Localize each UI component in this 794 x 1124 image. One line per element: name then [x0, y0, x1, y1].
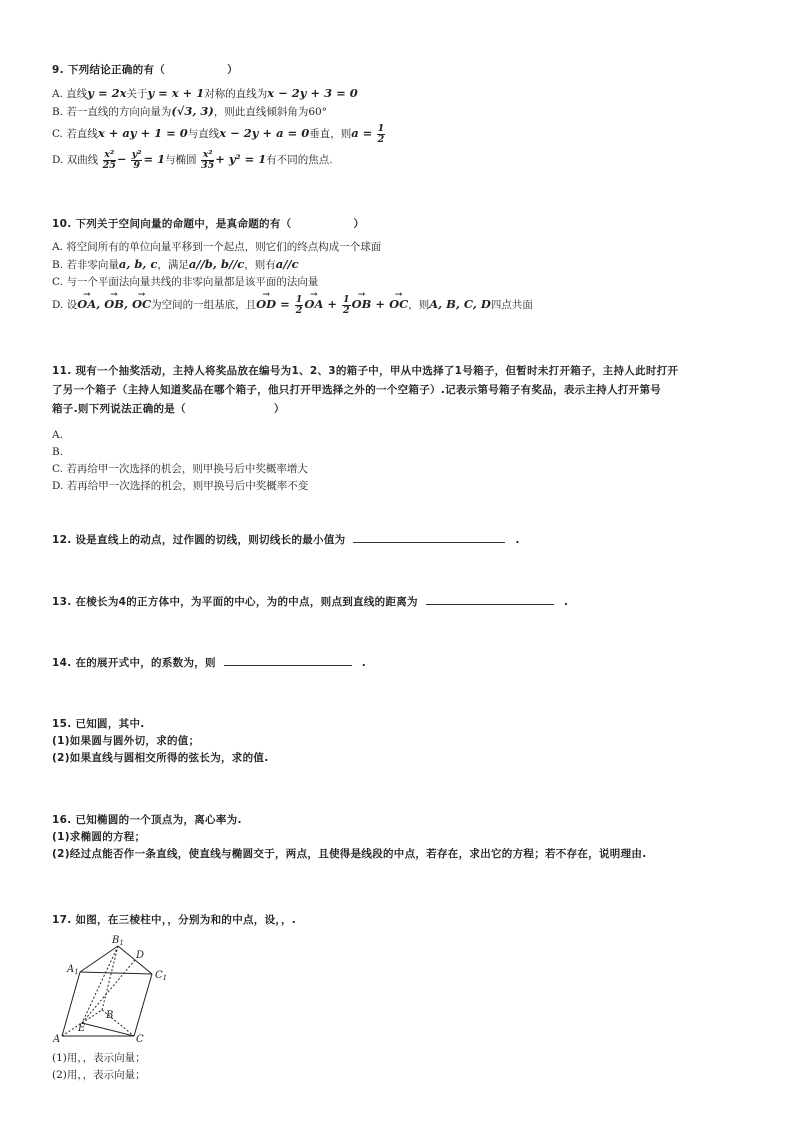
triangular-prism-figure [50, 932, 180, 1047]
question-10-option-d: D. 设→ OA, → OB, → OC为空间的一组基底，且→ OD = $\frac{1}{2}$ → OA + $\frac{1}{2}$ → OB + → OC，则A, B, C, D四点共面 [52, 291, 752, 318]
question-12: 12. 设是直线上的动点，过作圆的切线，则切线长的最小值为 . [52, 534, 520, 546]
question-15: 15. 已知圆，其中. (1)如果圆与圆外切，求的值； (2)如果直线与圆相交所得的弦长为，求的值. [52, 718, 269, 764]
question-9-option-a: A. 直线y = 2x关于y = x + 1对称的直线为x − 2y + 3 = 0 [52, 86, 358, 100]
vertex-label-c1: $C_1$ [155, 970, 168, 982]
vertex-label-d: D [136, 950, 145, 961]
question-10-option-a: A. 将空间所有的单位向量平移到一个起点，则它们的终点构成一个球面 [52, 241, 382, 253]
question-11-option-c: C. 若再给甲一次选择的机会，则甲换号后中奖概率增大 [52, 463, 308, 475]
question-14: 14. 在的展开式中，的系数为，则 . [52, 657, 367, 669]
question-17-parts: (1)用，，表示向量； (2)用，，表示向量； [52, 1052, 146, 1081]
vertex-label-c: C [136, 1034, 144, 1045]
question-9-option-b: B. 若一直线的方向向量为(√3, 3)，则此直线倾斜角为60° [52, 104, 327, 118]
answer-blank[interactable] [353, 532, 505, 543]
question-17: 17. 如图，在三棱柱中，，分别为和的中点，设，，. [52, 914, 297, 926]
question-9-stem: 9. 下列结论正确的有（ ） [52, 64, 238, 76]
question-11-stem: 11. 现有一个抽奖活动，主持人将奖品放在编号为1、2、3的箱子中，甲从中选择了1号箱子，但暂时未打开箱子，主持人此时打开 了另一个箱子（主持人知道奖品在哪个箱子，他只打开甲选择之外的一个空箱子）.记表示第号箱子有奖品，表示主持人打开第号 箱子.则下列说法正确的是（ ） [52, 365, 679, 415]
question-11 [52, 362, 752, 495]
question-10-stem: 10. 下列关于空间向量的命题中，是真命题的有（ ） [52, 218, 365, 230]
question-13: 13. 在棱长为4的正方体中，为平面的中心，为的中点，则点到直线的距离为 . [52, 596, 569, 608]
vertex-label-a1: $A_1$ [67, 964, 79, 976]
question-9-option-c: C. 若直线x + ay + 1 = 0与直线x − 2y + a = 0垂直，则a = $\frac{1}{2}$ [52, 122, 385, 145]
vertex-label-a: A [53, 1034, 61, 1045]
question-11-option-a: A. [52, 429, 63, 441]
answer-blank[interactable] [224, 655, 352, 666]
question-10-option-c: C. 与一个平面法向量共线的非零向量都是该平面的法向量 [52, 276, 319, 288]
answer-blank[interactable] [426, 594, 554, 605]
question-16: 16. 已知椭圆的一个顶点为，离心率为. (1)求椭圆的方程； (2)经过点能否作一条直线，使直线与椭圆交于，两点，且使得是线段的中点，若存在，求出它的方程；若不存在，说明理由. [52, 814, 647, 860]
question-9-option-d: D. 双曲线 $\frac{\text{x²}}{25}$ − $\frac{\text{y²}}{9}$ = 1与椭圆 $\frac{\text{x²}}{35}$ + y² = 1有不同的焦点. [52, 148, 333, 171]
question-10-option-b: B. 若非零向量a, b, c，满足a//b, b//c，则有a//c [52, 257, 299, 271]
fraction: $\frac{1}{2}$ [377, 122, 385, 145]
vertex-label-b: B [106, 1010, 114, 1021]
question-9 [52, 62, 752, 173]
vertex-label-e: E [78, 1023, 86, 1034]
question-11-option-d: D. 若再给甲一次选择的机会，则甲换号后中奖概率不变 [52, 480, 309, 492]
question-10 [52, 216, 752, 318]
question-11-option-b: B. [52, 446, 64, 458]
vertex-label-b1: $B_1$ [112, 935, 124, 947]
